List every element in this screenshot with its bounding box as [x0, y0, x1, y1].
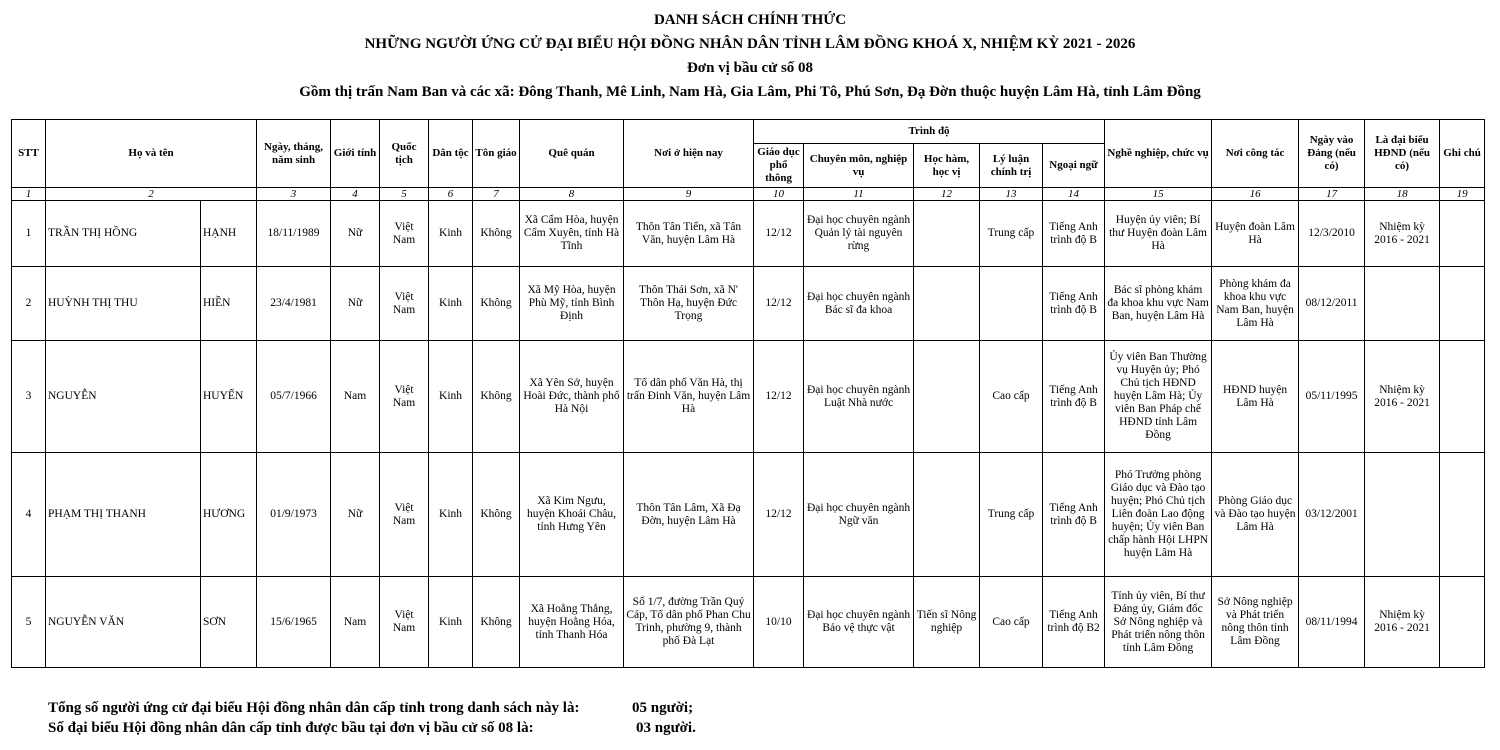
- table-row: [12, 577, 1485, 668]
- cell-occupation: Bác sĩ phòng khám đa khoa khu vực Nam Ban, huyện Lâm Hà: [1105, 267, 1212, 341]
- cell-general-edu: 12/12: [754, 341, 804, 453]
- cell-hometown: Xã Yên Sở, huyện Hoài Đức, thành phố Hà Nội: [520, 341, 624, 453]
- column-number: 5: [380, 188, 429, 201]
- header-language: Ngoại ngữ: [1043, 144, 1105, 188]
- cell-workplace: Sở Nông nghiệp và Phát triển nông thôn tỉnh Lâm Đồng: [1212, 577, 1299, 668]
- cell-dob: 01/9/1973: [257, 453, 331, 577]
- cell-note: [1440, 341, 1485, 453]
- cell-note: [1440, 453, 1485, 577]
- cell-language: Tiếng Anh trình độ B: [1043, 267, 1105, 341]
- cell-dob: 05/7/1966: [257, 341, 331, 453]
- cell-note: [1440, 577, 1485, 668]
- header-residence: Nơi ở hiện nay: [624, 120, 754, 188]
- cell-religion: Không: [473, 341, 520, 453]
- column-number: 18: [1365, 188, 1440, 201]
- cell-language: Tiếng Anh trình độ B: [1043, 201, 1105, 267]
- cell-stt: 2: [12, 267, 46, 341]
- cell-stt: 1: [12, 201, 46, 267]
- cell-party-date: 08/11/1994: [1299, 577, 1365, 668]
- candidate-table: [11, 119, 1485, 668]
- cell-party-date: 05/11/1995: [1299, 341, 1365, 453]
- cell-gender: Nam: [331, 577, 380, 668]
- cell-politics: Cao cấp: [980, 577, 1043, 668]
- header-general-edu: Giáo dục phổ thông: [754, 144, 804, 188]
- column-number: 17: [1299, 188, 1365, 201]
- cell-given-name: SƠN: [201, 577, 257, 668]
- cell-occupation: Ủy viên Ban Thường vụ Huyện ủy; Phó Chủ tịch HĐND huyện Lâm Hà; Ủy viên Ban Pháp chế HĐND tỉnh Lâm Đồng: [1105, 341, 1212, 453]
- cell-specialty: Đại học chuyên ngành Ngữ văn: [804, 453, 914, 577]
- cell-party-date: 08/12/2011: [1299, 267, 1365, 341]
- cell-hometown: Xã Mỹ Hòa, huyện Phù Mỹ, tỉnh Bình Định: [520, 267, 624, 341]
- summary-total-label: Tổng số người ứng cử đại biểu Hội đồng nhân dân cấp tỉnh trong danh sách này là:: [48, 700, 580, 716]
- column-number: 19: [1440, 188, 1485, 201]
- header-delegate: Là đại biểu HĐND (nếu có): [1365, 120, 1440, 188]
- cell-workplace: HĐND huyện Lâm Hà: [1212, 341, 1299, 453]
- cell-residence: Tổ dân phố Văn Hà, thị trấn Đinh Văn, huyện Lâm Hà: [624, 341, 754, 453]
- cell-ethnicity: Kinh: [429, 577, 473, 668]
- cell-general-edu: 10/10: [754, 577, 804, 668]
- cell-religion: Không: [473, 267, 520, 341]
- cell-given-name: HƯƠNG: [201, 453, 257, 577]
- cell-gender: Nữ: [331, 267, 380, 341]
- cell-degree: [914, 453, 980, 577]
- cell-politics: Cao cấp: [980, 341, 1043, 453]
- cell-surname: PHẠM THỊ THANH: [46, 453, 201, 577]
- summary-total: [48, 698, 694, 718]
- column-number: 1: [12, 188, 46, 201]
- summary: [48, 698, 696, 738]
- cell-surname: NGUYỄN VĂN: [46, 577, 201, 668]
- cell-politics: Trung cấp: [980, 453, 1043, 577]
- cell-note: [1440, 267, 1485, 341]
- summary-total-value: 05 người;: [632, 700, 694, 716]
- header-ethnicity: Dân tộc: [429, 120, 473, 188]
- column-number: 6: [429, 188, 473, 201]
- cell-language: Tiếng Anh trình độ B: [1043, 341, 1105, 453]
- cell-language: Tiếng Anh trình độ B2: [1043, 577, 1105, 668]
- cell-degree: [914, 201, 980, 267]
- column-number: 15: [1105, 188, 1212, 201]
- cell-occupation: Phó Trưởng phòng Giáo dục và Đào tạo huyện; Phó Chủ tịch Liên đoàn Lao động huyện; Ủy viên Ban chấp hành Hội LHPN huyện Lâm Hà: [1105, 453, 1212, 577]
- header-workplace: Nơi công tác: [1212, 120, 1299, 188]
- summary-elected-label: Số đại biểu Hội đồng nhân dân cấp tỉnh được bầu tại đơn vị bầu cử số 08 là:: [48, 720, 534, 736]
- cell-residence: Thôn Tân Tiến, xã Tân Văn, huyện Lâm Hà: [624, 201, 754, 267]
- cell-degree: [914, 267, 980, 341]
- column-number: 2: [46, 188, 257, 201]
- column-number: 13: [980, 188, 1043, 201]
- cell-general-edu: 12/12: [754, 201, 804, 267]
- cell-occupation: Tỉnh ủy viên, Bí thư Đảng ủy, Giám đốc Sở Nông nghiệp và Phát triển nông thôn tỉnh Lâm Đồng: [1105, 577, 1212, 668]
- cell-stt: 4: [12, 453, 46, 577]
- cell-dob: 15/6/1965: [257, 577, 331, 668]
- cell-hometown: Xã Hoằng Thắng, huyện Hoằng Hóa, tỉnh Thanh Hóa: [520, 577, 624, 668]
- cell-nationality: Việt Nam: [380, 267, 429, 341]
- column-number: 7: [473, 188, 520, 201]
- cell-residence: Thôn Thái Sơn, xã N' Thôn Hạ, huyện Đức Trọng: [624, 267, 754, 341]
- cell-nationality: Việt Nam: [380, 453, 429, 577]
- cell-hometown: Xã Kim Ngưu, huyện Khoái Châu, tỉnh Hưng Yên: [520, 453, 624, 577]
- summary-elected: [48, 718, 696, 738]
- cell-dob: 18/11/1989: [257, 201, 331, 267]
- column-number: 3: [257, 188, 331, 201]
- header-politics: Lý luận chính trị: [980, 144, 1043, 188]
- cell-note: [1440, 201, 1485, 267]
- cell-delegate: Nhiệm kỳ 2016 - 2021: [1365, 201, 1440, 267]
- cell-delegate: Nhiệm kỳ 2016 - 2021: [1365, 577, 1440, 668]
- header-specialty: Chuyên môn, nghiệp vụ: [804, 144, 914, 188]
- cell-religion: Không: [473, 201, 520, 267]
- cell-ethnicity: Kinh: [429, 453, 473, 577]
- column-number-row: [12, 188, 1485, 201]
- header-occupation: Nghề nghiệp, chức vụ: [1105, 120, 1212, 188]
- header-note: Ghi chú: [1440, 120, 1485, 188]
- cell-nationality: Việt Nam: [380, 577, 429, 668]
- cell-surname: NGUYỄN: [46, 341, 201, 453]
- cell-ethnicity: Kinh: [429, 201, 473, 267]
- cell-language: Tiếng Anh trình độ B: [1043, 453, 1105, 577]
- header-party-date: Ngày vào Đảng (nếu có): [1299, 120, 1365, 188]
- cell-surname: HUỲNH THỊ THU: [46, 267, 201, 341]
- cell-specialty: Đại học chuyên ngành Bác sĩ đa khoa: [804, 267, 914, 341]
- cell-gender: Nam: [331, 341, 380, 453]
- column-number: 16: [1212, 188, 1299, 201]
- document-header: [0, 8, 1500, 104]
- cell-hometown: Xã Cẩm Hòa, huyện Cẩm Xuyên, tỉnh Hà Tĩnh: [520, 201, 624, 267]
- table-row: [12, 453, 1485, 577]
- header-education-group: Trình độ: [754, 120, 1105, 144]
- cell-stt: 3: [12, 341, 46, 453]
- cell-occupation: Huyện ủy viên; Bí thư Huyện đoàn Lâm Hà: [1105, 201, 1212, 267]
- column-number: 9: [624, 188, 754, 201]
- cell-delegate: Nhiệm kỳ 2016 - 2021: [1365, 341, 1440, 453]
- cell-degree: [914, 341, 980, 453]
- cell-given-name: HUYẾN: [201, 341, 257, 453]
- summary-elected-value: 03 người.: [636, 720, 696, 736]
- header-dob: Ngày, tháng, năm sinh: [257, 120, 331, 188]
- cell-party-date: 12/3/2010: [1299, 201, 1365, 267]
- column-number: 14: [1043, 188, 1105, 201]
- cell-dob: 23/4/1981: [257, 267, 331, 341]
- table-row: [12, 341, 1485, 453]
- cell-party-date: 03/12/2001: [1299, 453, 1365, 577]
- header-religion: Tôn giáo: [473, 120, 520, 188]
- cell-delegate: [1365, 453, 1440, 577]
- cell-general-edu: 12/12: [754, 453, 804, 577]
- electoral-unit: Đơn vị bầu cử số 08: [686, 60, 814, 76]
- document-subtitle: NHỮNG NGƯỜI ỨNG CỬ ĐẠI BIỂU HỘI ĐỒNG NHÂN DÂN TỈNH LÂM ĐỒNG KHOÁ X, NHIỆM KỲ 2021 - 2026: [364, 36, 1136, 52]
- cell-ethnicity: Kinh: [429, 341, 473, 453]
- cell-given-name: HIỀN: [201, 267, 257, 341]
- cell-religion: Không: [473, 453, 520, 577]
- header-hometown: Quê quán: [520, 120, 624, 188]
- header-gender: Giới tính: [331, 120, 380, 188]
- column-number: 10: [754, 188, 804, 201]
- document-title: DANH SÁCH CHÍNH THỨC: [653, 12, 847, 28]
- column-number: 4: [331, 188, 380, 201]
- cell-gender: Nữ: [331, 201, 380, 267]
- cell-workplace: Phòng khám đa khoa khu vực Nam Ban, huyện Lâm Hà: [1212, 267, 1299, 341]
- header-degree: Học hàm, học vị: [914, 144, 980, 188]
- cell-stt: 5: [12, 577, 46, 668]
- cell-nationality: Việt Nam: [380, 341, 429, 453]
- cell-politics: [980, 267, 1043, 341]
- cell-ethnicity: Kinh: [429, 267, 473, 341]
- cell-specialty: Đại học chuyên ngành Luật Nhà nước: [804, 341, 914, 453]
- table-row: [12, 267, 1485, 341]
- header-nationality: Quốc tịch: [380, 120, 429, 188]
- header-stt: STT: [12, 120, 46, 188]
- cell-religion: Không: [473, 577, 520, 668]
- cell-specialty: Đại học chuyên ngành Quản lý tài nguyên rừng: [804, 201, 914, 267]
- cell-workplace: Huyện đoàn Lâm Hà: [1212, 201, 1299, 267]
- cell-residence: Số 1/7, đường Trần Quý Cáp, Tổ dân phố Phan Chu Trinh, phường 9, thành phố Đà Lạt: [624, 577, 754, 668]
- cell-politics: Trung cấp: [980, 201, 1043, 267]
- electoral-area: Gồm thị trấn Nam Ban và các xã: Đông Thanh, Mê Linh, Nam Hà, Gia Lâm, Phi Tô, Phú Sơn, Đạ Đờn thuộc huyện Lâm Hà, tỉnh Lâm Đồng: [299, 84, 1201, 100]
- cell-workplace: Phòng Giáo dục và Đào tạo huyện Lâm Hà: [1212, 453, 1299, 577]
- column-number: 12: [914, 188, 980, 201]
- cell-surname: TRẦN THỊ HỒNG: [46, 201, 201, 267]
- cell-specialty: Đại học chuyên ngành Bảo vệ thực vật: [804, 577, 914, 668]
- cell-residence: Thôn Tân Lâm, Xã Đạ Đờn, huyện Lâm Hà: [624, 453, 754, 577]
- cell-degree: Tiến sĩ Nông nghiệp: [914, 577, 980, 668]
- cell-general-edu: 12/12: [754, 267, 804, 341]
- cell-gender: Nữ: [331, 453, 380, 577]
- cell-given-name: HẠNH: [201, 201, 257, 267]
- column-number: 8: [520, 188, 624, 201]
- header-name: Họ và tên: [46, 120, 257, 188]
- table-row: [12, 201, 1485, 267]
- column-number: 11: [804, 188, 914, 201]
- cell-nationality: Việt Nam: [380, 201, 429, 267]
- cell-delegate: [1365, 267, 1440, 341]
